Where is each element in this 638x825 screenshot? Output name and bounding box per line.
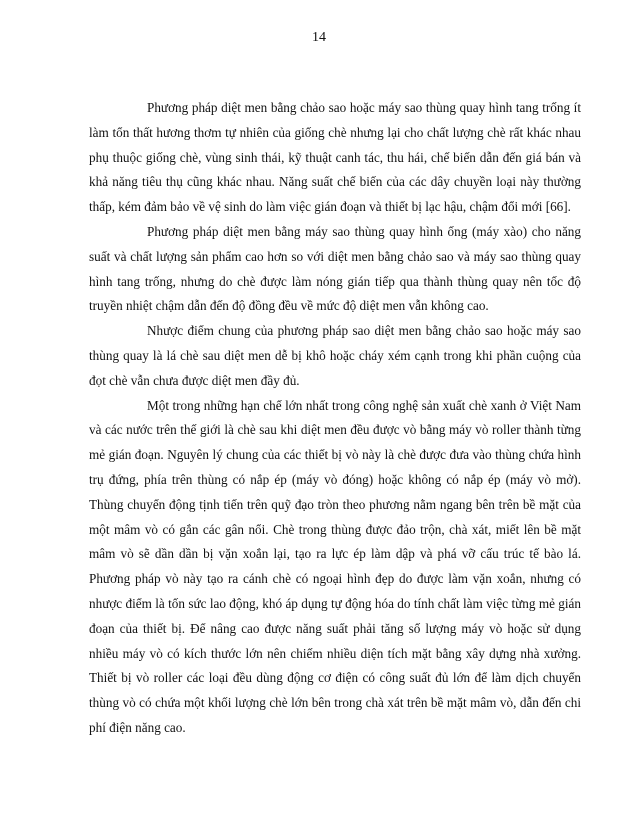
page-number: 14 <box>312 30 326 45</box>
paragraph: Phương pháp diệt men bằng máy sao thùng quay hình ống (máy xào) cho năng suất và chất lượng sản phẩm cao hơn so với diệt men bằng chảo sao và máy sao thùng quay hình tang trống, nhưng do chè được làm nóng gián tiếp qua thành thùng quay nên tốc độ truyền nhiệt chậm dẫn đến độ đồng đều về mức độ diệt men vẫn không cao. <box>89 223 581 314</box>
paragraph: Một trong những hạn chế lớn nhất trong công nghệ sản xuất chè xanh ở Việt Nam và các nước trên thế giới là chè sau khi diệt men đều được vò bằng máy vò roller thành từng mẻ gián đoạn. Nguyên lý chung của các thiết bị vò này là chè được đưa vào thùng chứa hình trụ đứng, phía trên thùng có nắp ép (máy vò đóng) hoặc không có nắp ép (máy vò mở). Thùng chuyển động tịnh tiến trên quỹ đạo tròn theo phương nằm ngang bên trên bề mặt của một mâm vò có gắn các gân nổi. Chè trong thùng được đảo trộn, chà xát, miết lên bề mặt mâm vò sẽ dần dần bị vặn xoắn lại, tạo ra lực ép làm dập và phá vỡ cấu trúc tế bào lá. Phương pháp vò này tạo ra cánh chè có ngoại hình đẹp do được làm vặn xoắn, nhưng có nhược điểm là tốn sức lao động, khó áp dụng tự động hóa do tính chất làm việc từng mẻ gián đoạn của thiết bị. Để nâng cao được năng suất phải tăng số lượng máy vò hoặc sử dụng nhiều máy vò có kích thước lớn nên chiếm nhiều diện tích mặt bằng xây dựng nhà xưởng. Thiết bị vò roller các loại đều dùng động cơ điện có công suất đủ lớn để làm dịch chuyển thùng vò có chứa một khối lượng chè lớn bên trong chà xát trên bề mặt mâm vò, dẫn đến chi phí điện năng cao. <box>89 397 581 735</box>
paragraph: Nhược điểm chung của phương pháp sao diệt men bằng chảo sao hoặc máy sao thùng quay là lá chè sau diệt men dễ bị khô hoặc cháy xém cạnh trong khi phần cuộng của đọt chè vẫn chưa được diệt men đầy đủ. <box>89 323 581 388</box>
paragraph: Phương pháp diệt men bằng chảo sao hoặc máy sao thùng quay hình tang trống ít làm tổn thất hương thơm tự nhiên của giống chè nhưng lại cho chất lượng chè rất khác nhau phụ thuộc giống chè, vùng sinh thái, kỹ thuật canh tác, thu hái, chế biến dẫn đến giá bán và khả năng tiêu thụ cũng khác nhau. Năng suất chế biến của các dây chuyền loại này thường thấp, kém đảm bảo về vệ sinh do làm việc gián đoạn và thiết bị lạc hậu, chậm đổi mới [66]. <box>89 100 581 215</box>
document-body <box>89 96 581 741</box>
